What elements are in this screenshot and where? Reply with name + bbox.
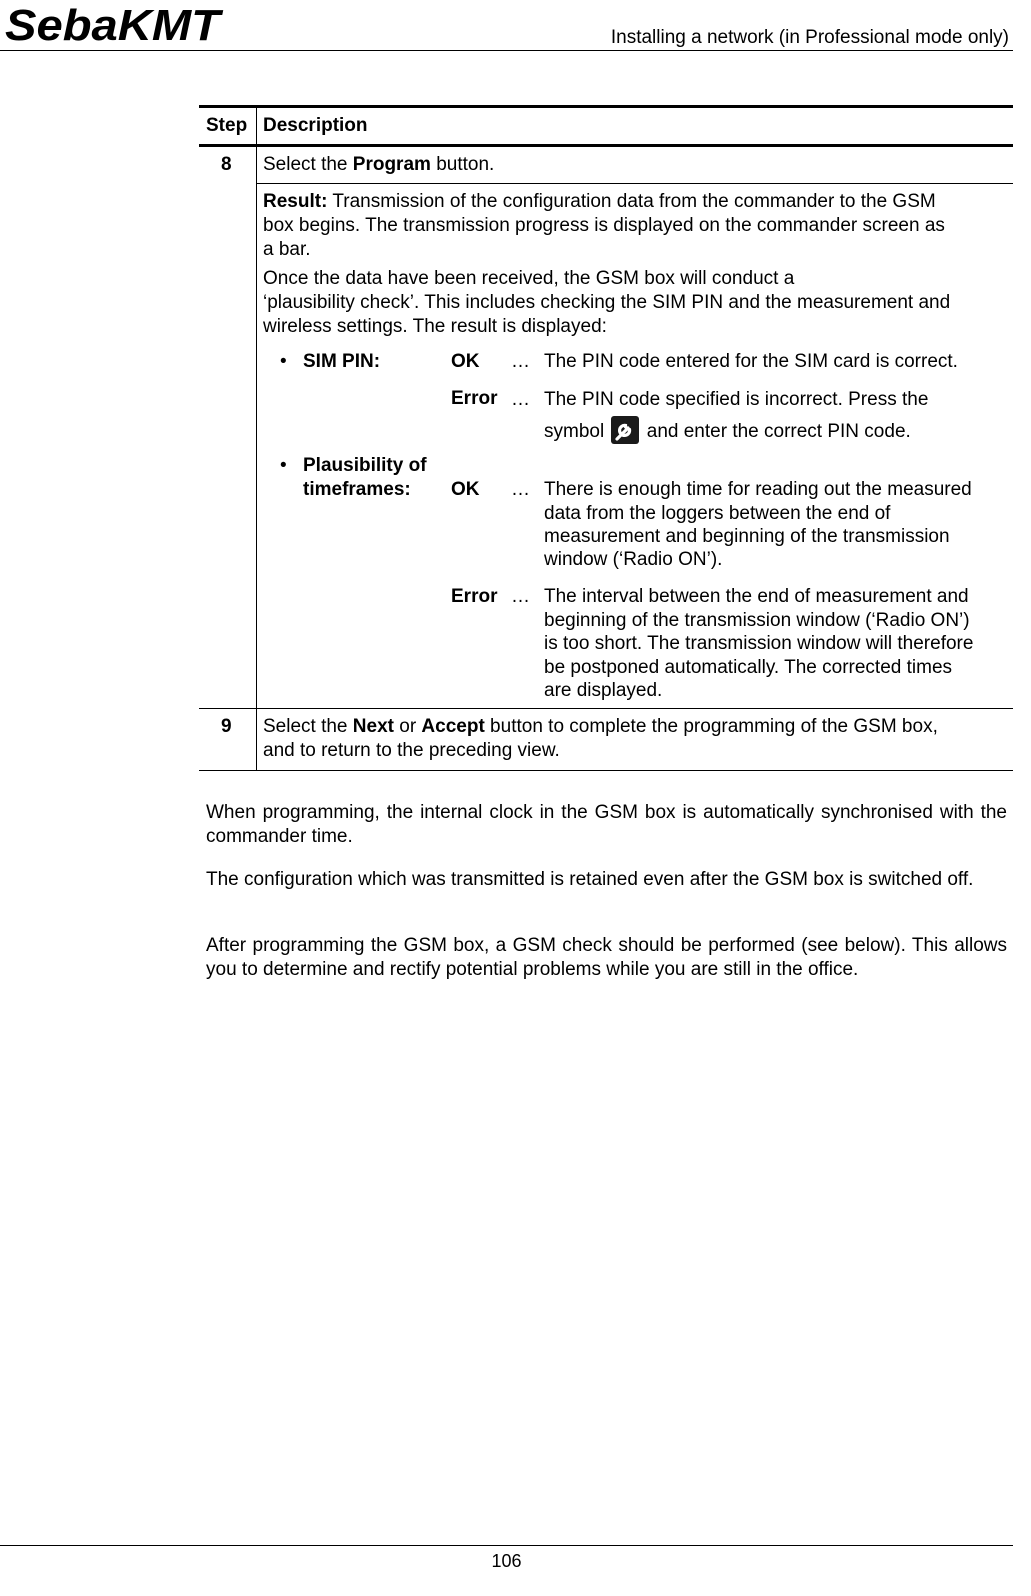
result-label: Result: <box>263 191 328 212</box>
sim-pin-label: SIM PIN: <box>303 351 381 372</box>
accept-button-ref: Accept <box>421 716 485 737</box>
step9-instruction: and to return to the preceding view. <box>263 740 560 761</box>
bullet: • <box>280 351 287 372</box>
plausibility-error-text: be postponed automatically. The corrected times <box>544 657 953 678</box>
sim-ok-label: OK <box>451 351 480 372</box>
plausibility-label: timeframes: <box>303 479 411 500</box>
table-bottom-rule <box>199 770 1013 771</box>
header-title: Installing a network (in Professional mode only) <box>610 27 1009 48</box>
logo-text: SebaKMT <box>5 4 224 46</box>
plausibility-intro-line: ‘plausibility check’. This includes checking the SIM PIN and the measurement and <box>263 292 951 313</box>
step-number: 8 <box>221 154 232 175</box>
text: Transmission of the configuration data from the commander to the GSM <box>327 191 936 212</box>
plausibility-error-text: are displayed. <box>544 680 663 701</box>
plausibility-ok-text: There is enough time for reading out the measured <box>544 479 972 500</box>
page-number: 106 <box>491 1551 522 1571</box>
text: Select the <box>263 716 353 737</box>
plausibility-error-text: The interval between the end of measurement and <box>544 586 969 607</box>
plausibility-error-text: beginning of the transmission window (‘Radio ON’) <box>544 610 970 631</box>
sim-error-label: Error <box>451 388 498 409</box>
wrench-icon <box>611 416 639 444</box>
plausibility-ok-text: measurement and beginning of the transmission <box>544 526 950 547</box>
row-divider <box>257 183 1013 184</box>
column-divider <box>256 105 257 771</box>
ellipsis: … <box>511 586 530 607</box>
table-top-rule <box>199 105 1013 108</box>
plausibility-error-label: Error <box>451 586 498 607</box>
sim-error-text: The PIN code specified is incorrect. Press the <box>544 389 929 410</box>
next-button-ref: Next <box>352 716 394 737</box>
program-button-ref: Program <box>352 154 431 175</box>
text: button to complete the programming of the GSM box, <box>484 716 938 737</box>
table-header-rule <box>199 144 1013 147</box>
plausibility-ok-text: window (‘Radio ON’). <box>544 549 723 570</box>
header-rule <box>0 50 1013 51</box>
plausibility-label: Plausibility of <box>303 455 427 476</box>
plausibility-ok-text: data from the loggers between the end of <box>544 503 891 524</box>
body-paragraph: The configuration which was transmitted is retained even after the GSM box is switched off. <box>206 869 974 890</box>
column-header-step: Step <box>206 115 248 136</box>
row-divider <box>199 708 1013 709</box>
step8-instruction <box>263 153 494 177</box>
ellipsis: … <box>511 479 530 500</box>
bullet: • <box>280 455 287 476</box>
plausibility-error-text: is too short. The transmission window will therefore <box>544 633 974 654</box>
sebakmt-logo <box>5 4 225 46</box>
step9-instruction <box>263 715 938 739</box>
body-paragraph: When programming, the internal clock in the GSM box is automatically synchronised with the commander time. <box>206 802 1007 847</box>
footer-rule <box>0 1545 1013 1546</box>
sim-error-text <box>544 416 911 444</box>
text: and enter the correct PIN code. <box>646 421 911 442</box>
plausibility-intro-line: Once the data have been received, the GSM box will conduct a <box>263 268 795 289</box>
result-line: a bar. <box>263 239 311 260</box>
plausibility-intro-line: wireless settings. The result is displayed: <box>263 316 607 337</box>
text: button. <box>430 154 495 175</box>
sim-ok-text: The PIN code entered for the SIM card is correct. <box>544 351 958 372</box>
text: Select the <box>263 154 353 175</box>
plausibility-ok-label: OK <box>451 479 480 500</box>
text: symbol <box>544 421 605 442</box>
ellipsis: … <box>511 389 530 410</box>
step-number: 9 <box>221 716 232 737</box>
ellipsis: … <box>511 351 530 372</box>
result-line: box begins. The transmission progress is displayed on the commander screen as <box>263 215 945 236</box>
column-header-description: Description <box>263 115 368 136</box>
text: or <box>393 716 422 737</box>
body-paragraph: After programming the GSM box, a GSM check should be performed (see below). This allows you to determine and rectify potential problems while you are still in the office. <box>206 935 1007 980</box>
result-line <box>263 190 936 214</box>
